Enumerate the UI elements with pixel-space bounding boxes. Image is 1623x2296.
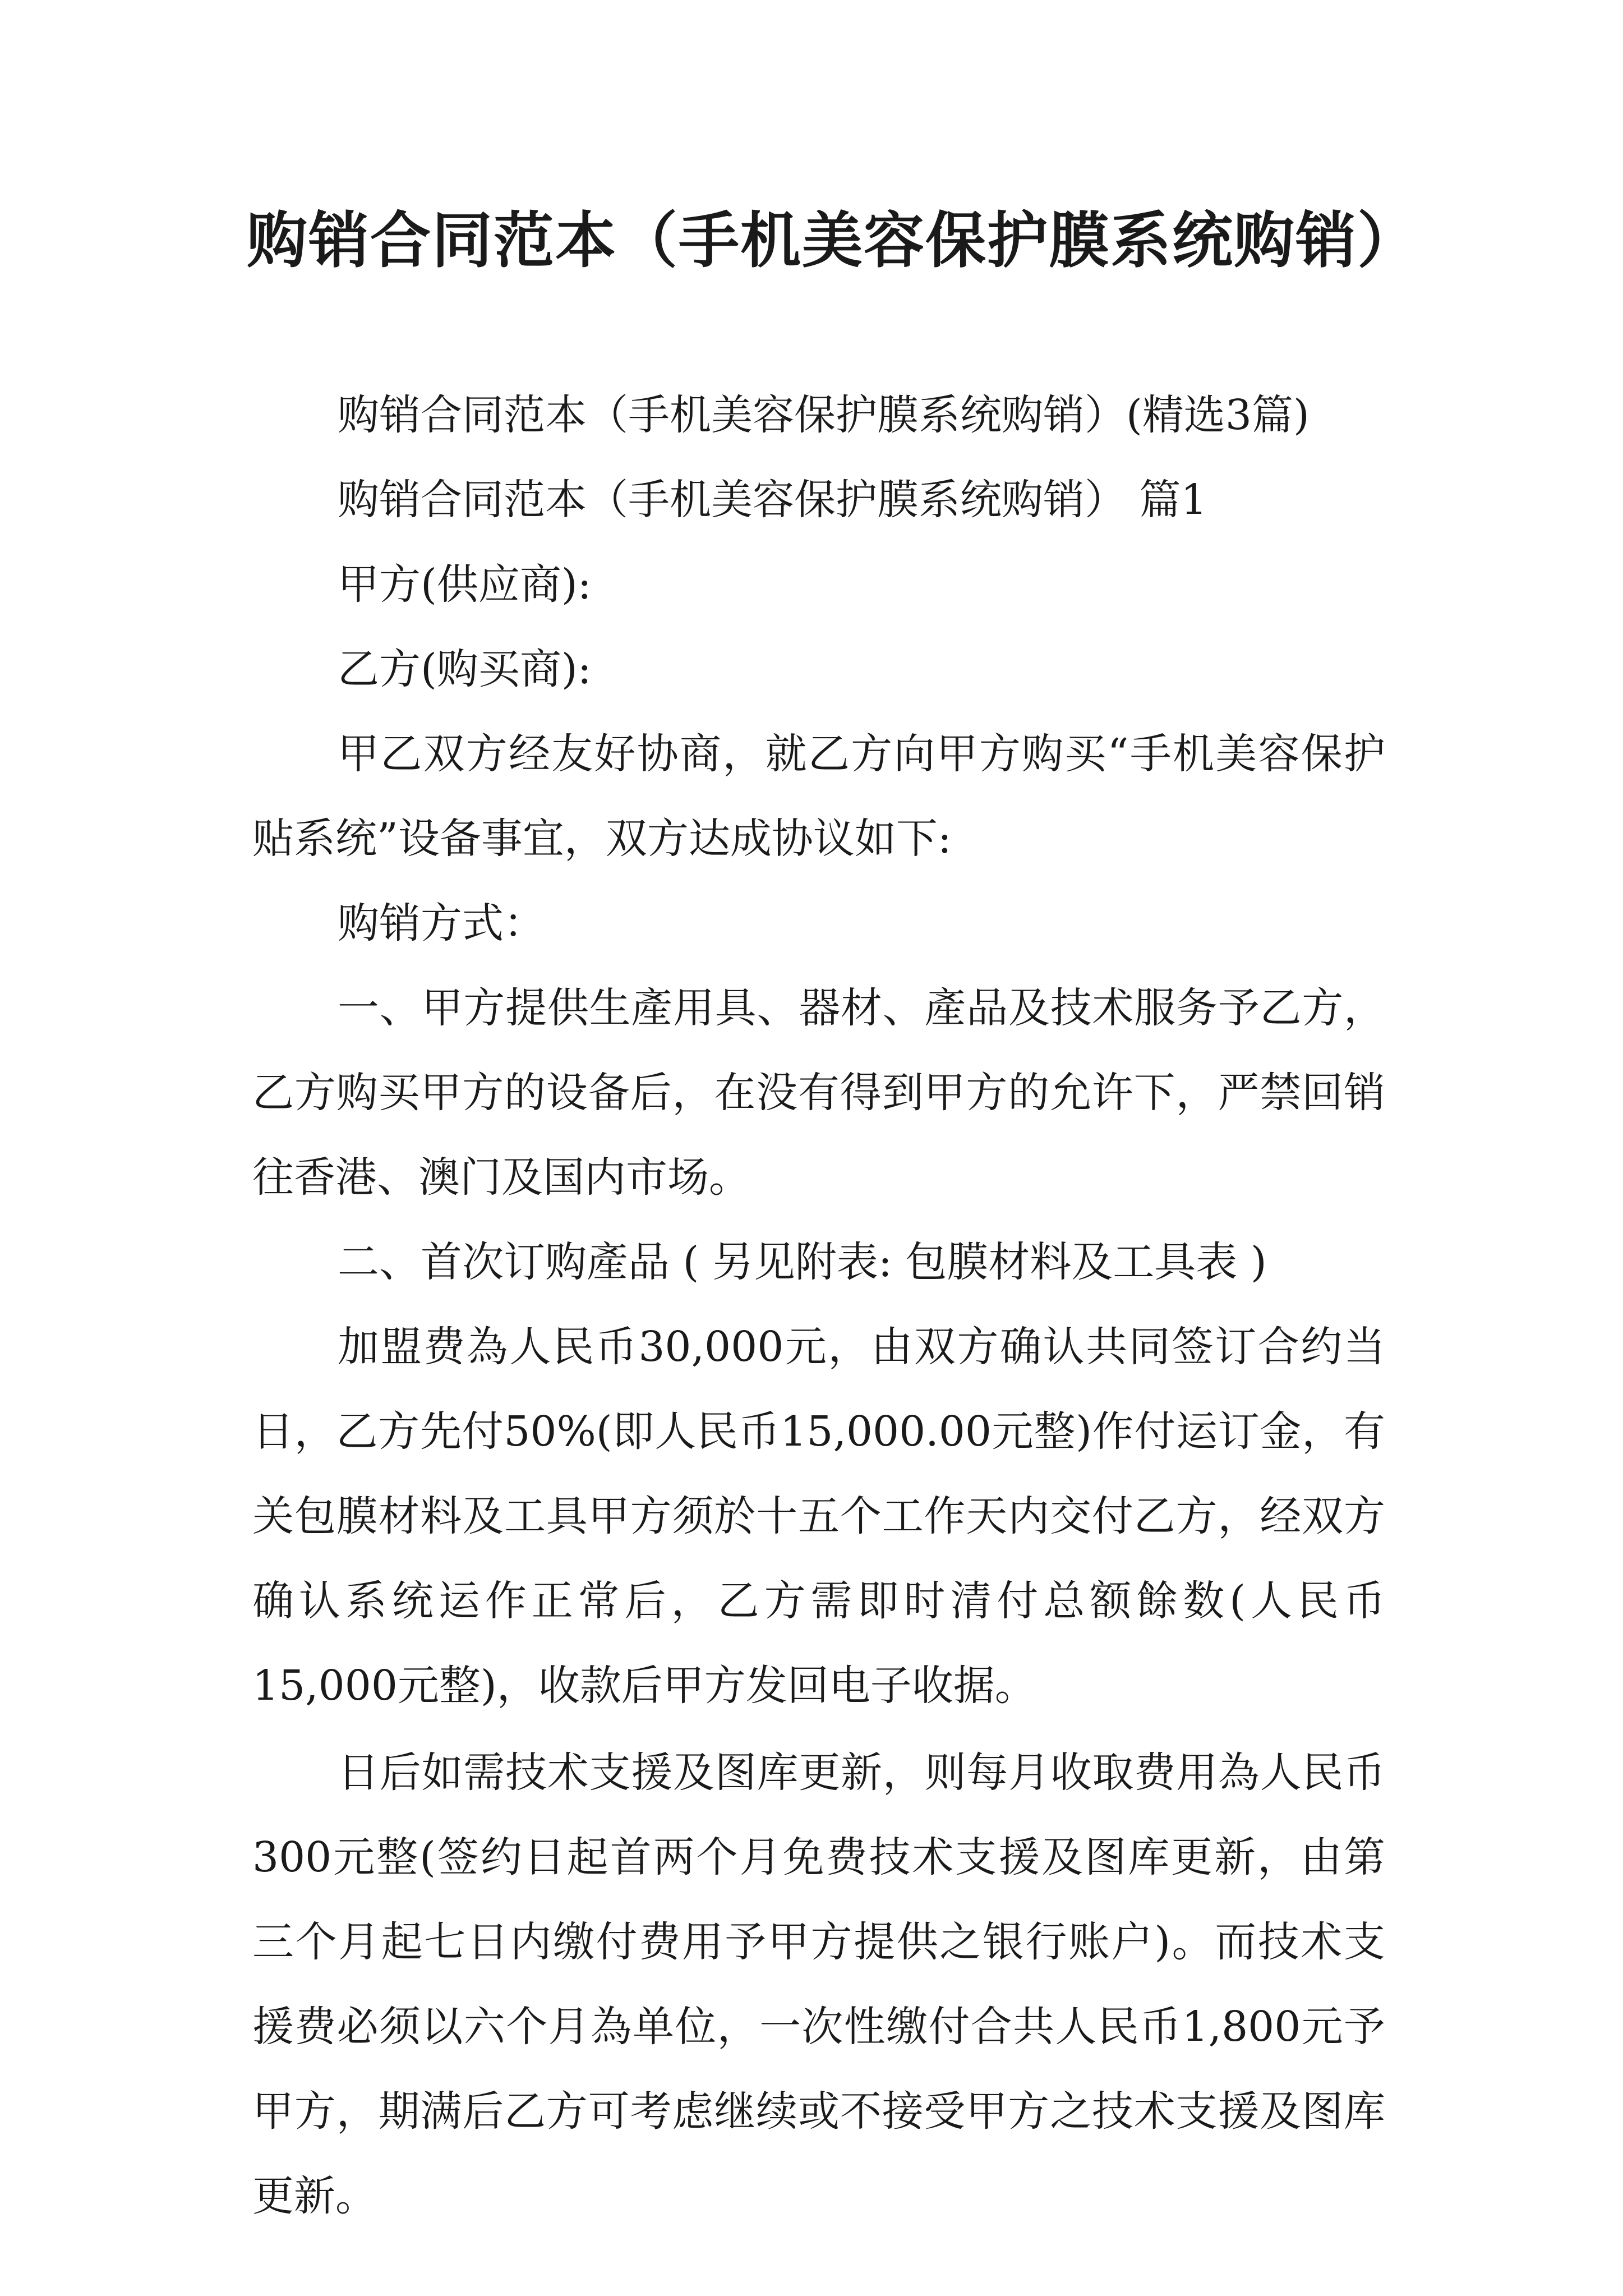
paragraph-section-heading: 购销合同范本（手机美容保护膜系统购销） 篇1: [338, 476, 1207, 524]
paragraph-party-b: 乙方(购买商):: [338, 645, 592, 693]
paragraph-clause-1: 一、甲方提供生產用具、器材、產品及技术服务予乙方，乙方购买甲方的设备后，在没有得到甲方的允许下，严禁回销往香港、澳门及国内市场。: [252, 984, 1385, 1202]
paragraph-purchase-method: 购销方式：: [338, 899, 545, 947]
paragraph-franchise-fee: 加盟费為人民币30,000元，由双方确认共同签订合约当日，乙方先付50%(即人民币15,000.00元整)作付运订金，有关包膜材料及工具甲方须於十五个工作天内交付乙方，经双方确认系统运作正常后，乙方需即时清付总额餘数(人民币15,000元整)，收款后甲方发回电子收据。: [252, 1323, 1385, 1710]
paragraph-party-a: 甲方(供应商):: [338, 560, 592, 609]
paragraph-agreement-intro: 甲乙双方经友好协商，就乙方向甲方购买“手机美容保护贴系统”设备事宜，双方达成协议如下:: [252, 730, 1385, 863]
paragraph-subtitle: 购销合同范本（手机美容保护膜系统购销）(精选3篇): [338, 391, 1310, 439]
paragraph-clause-2: 二、首次订购產品 ( 另见附表: 包膜材料及工具表 ): [338, 1238, 1267, 1286]
document-title: 购销合同范本（手机美容保护膜系统购销）: [247, 206, 1419, 276]
paragraph-support-fee: 日后如需技术支援及图库更新，则每月收取费用為人民币300元整(签约日起首两个月免费技术支援及图库更新，由第三个月起七日内缴付费用予甲方提供之银行账户)。而技术支援费必须以六个月為单位，一次性缴付合共人民币1,800元予甲方，期满后乙方可考虑继续或不接受甲方之技术支援及图库更新。: [252, 1749, 1385, 2220]
document-body: [252, 373, 1385, 2239]
